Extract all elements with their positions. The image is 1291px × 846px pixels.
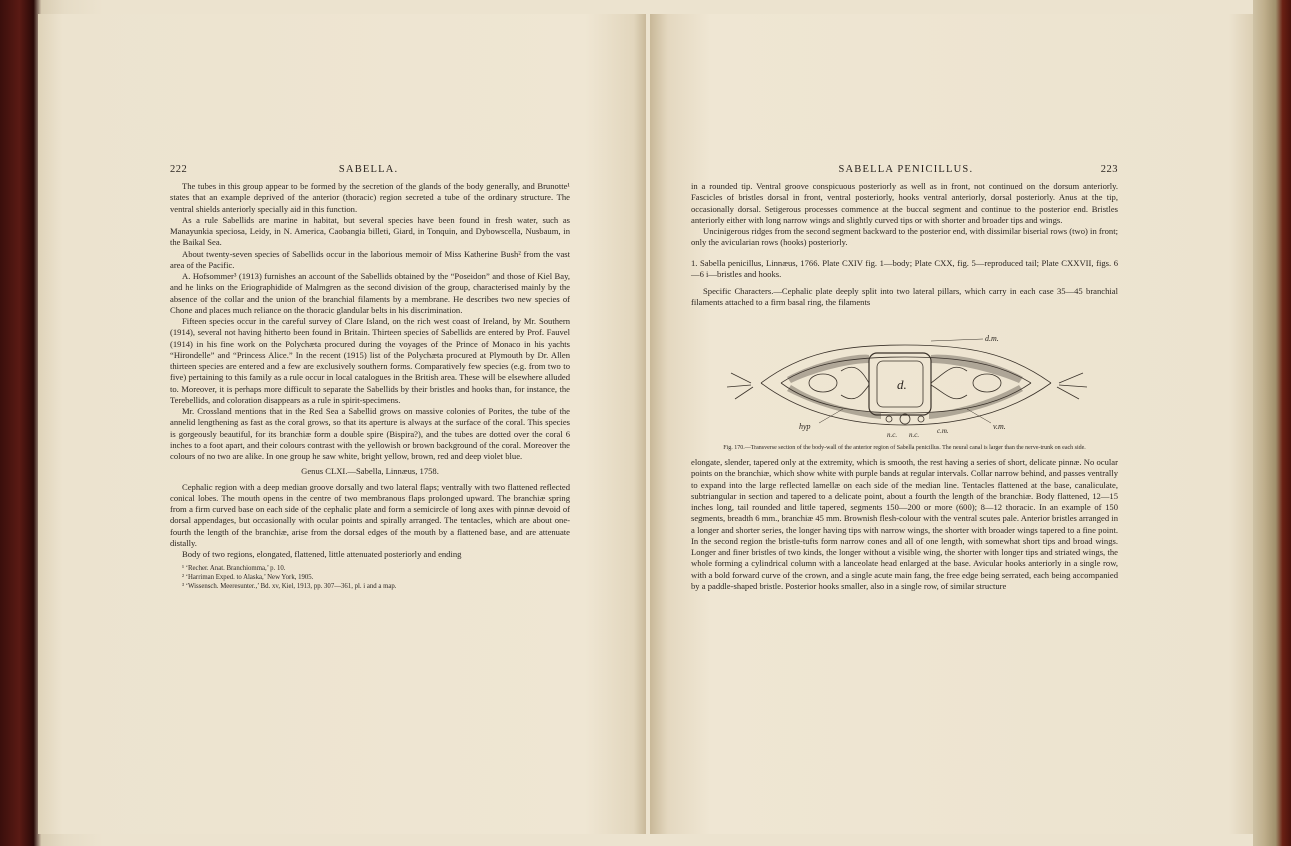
right-paragraph: in a rounded tip. Ventral groove conspicuous posteriorly as well as in front, not continued on the dorsum anteriorly. Fascicles of bristles dorsal in front, ventral posteriorly, hooks ventral anteriorly, dorsal posteriorly. Anus at the tip, occasionally dorsal. Setigerous processes commence at the buccal segment and continue to the posterior end. Bristles anteriorly either with long narrow wings and slightly curved tips or with shorter and broader tips and wings. bbox=[691, 181, 1118, 225]
cross-section-illustration bbox=[691, 313, 1118, 443]
genus-paragraph: Body of two regions, elongated, flattened, little attenuated posteriorly and ending bbox=[182, 549, 462, 559]
book-edge bbox=[1253, 0, 1291, 846]
label-dm: d.m. bbox=[985, 333, 999, 343]
figure-170 bbox=[691, 313, 1118, 443]
specific-characters: Specific Characters.—Cephalic plate deeply split into two lateral pillars, which carry in each case 35—45 branchial filaments attached to a firm basal ring, the filaments bbox=[691, 286, 1118, 308]
right-running-title: SABELLA PENICILLUS. bbox=[838, 164, 974, 175]
right-paragraph: Uncinigerous ridges from the second segment backward to the posterior end, with dissimilar biserial rows (two) in front; only the avicularian rows (hooks) posteriorly. bbox=[691, 226, 1118, 248]
label-nc: n.c. bbox=[887, 430, 898, 439]
left-running-title: SABELLA. bbox=[338, 164, 399, 175]
label-d: d. bbox=[897, 376, 907, 392]
right-page bbox=[650, 14, 1253, 834]
left-paragraph: A. Hofsommer³ (1913) furnishes an account of the Sabellids obtained by the “Poseidon” and those of Kiel Bay, and he links on the Eriographidide of Malmgren as the second division of the group, characterised mainly by the absence of the collar and the union of the branchial filaments by a membrane. He describes two new species of Chone and places much reliance on the thoracic glandular belts in his discrimination. bbox=[170, 271, 570, 315]
genus-paragraph: Cephalic region with a deep median groove dorsally and two lateral flaps; ventrally with two flattened reflected conical lobes. The mouth opens in the centre of two membranous flaps prolonged upward. The branchiæ spring from a firm curved base on each side of the cephalic plate and form a semicircle of long axes with pinnæ devoid of dorsal appendages, but occasionally with ocular points and spirally arranged. The tentacles, which are about one-fourth the length of the branchiæ, arise from the dorsal edges of the mouth by a flattened base, and are attenuate distally. bbox=[170, 481, 570, 548]
footnotes bbox=[170, 564, 570, 591]
footnote: ¹ ‘Recher. Anat. Branchiomma,’ p. 10. bbox=[182, 565, 286, 573]
left-page bbox=[38, 14, 646, 834]
right-running-head bbox=[691, 164, 1118, 175]
footnote: ² ‘Harriman Exped. to Alaska,’ New York, 1905. bbox=[182, 574, 314, 582]
left-page-number: 222 bbox=[170, 164, 188, 175]
left-paragraph: About twenty-seven species of Sabellids occur in the laborious memoir of Miss Katherine Bush² from the vast area of the Pacific. bbox=[170, 248, 570, 270]
figure-caption: Fig. 170.—Transverse section of the body-wall of the anterior region of Sabella penicillus. The neural canal is larger than the nerve-trunk on each side. bbox=[723, 444, 1086, 451]
footnote: ³ ‘Wissensch. Meeresunter.,’ Bd. xv, Kiel, 1913, pp. 307—361, pl. i and a map. bbox=[182, 583, 397, 591]
label-cm: c.m. bbox=[937, 426, 949, 435]
left-paragraph: Mr. Crossland mentions that in the Red Sea a Sabellid grows on massive colonies of Porites, the tube of the annelid lengthening as fast as the coral grows, so that its aperture is always at the surface of the coral. This species is gorgeously beautiful, for its branchiæ form a double spire (Bispira?), and the tubes are dotted over the coral 6 inches to a foot apart, and their colours contrast with the yellowish or brown background of the coral. Moreover the colours of no two are alike. In one group he saw white, bright yellow, brown, red and deep violet blue. bbox=[170, 406, 570, 461]
right-paragraph: elongate, slender, tapered only at the extremity, which is smooth, the rest having a series of short, delicate pinnæ. No ocular points on the branchiæ, which show white with purple bands at regular intervals. Collar narrow behind, and passes ventrally to expand into the large reflected lamellæ on each side of the median line. Tentacles flattened at the base, canaliculate, subtriangular in section and tapered to a delicate point, about a fourth the length of the branchiæ. Body flattened, 12—15 inches long, tail rounded and little tapered, segments 150—200 or more (600); 8—12 thoracic. In an example of 150 segments, breadth 6 mm., branchiæ 45 mm. Brownish flesh-colour with the ventral scutes pale. Anterior bristles arranged in a longer and shorter series, the longer having tips with narrow wings, the shorter with broader wings tapered to a fine point. In the second region the bristle-tufts form narrow cones and all of one length, with somewhat short tips and broad wings. Longer and finer bristles of two kinds, the longer without a visible wing, the shorter with longer tips and striated wings, the whole forming a cylindrical column with a lanceolate head enlarged at the base. Avicular hooks anteriorly in a single row, with a bold forward curve of the crown, and a single acute main fang, the free edge being serrated, each being accompanied by a paddle-shaped bristle. Posterior hooks smaller, also in a single row, of similar structure bbox=[691, 457, 1118, 591]
label-vm: v.m. bbox=[993, 421, 1006, 431]
left-running-head bbox=[170, 164, 570, 175]
genus-heading: Genus CLXI.—Sabella, Linnæus, 1758. bbox=[301, 466, 439, 477]
left-paragraph: Fifteen species occur in the careful survey of Clare Island, on the rich west coast of Ireland, by Mr. Southern (1914), several not having hitherto been found in Britain. Thirteen species of Sabellids are entered by Prof. Fauvel (1914) in his fine work on the Polychæta procured during the voyages of the Prince of Monaco in his yachts “Hirondelle” and “Princess Alice.” In the recent (1915) list of the Polychæta procured at Plymouth by Dr. Allen thirteen species are entered and a few are exclusively southern forms. Comparatively few species (e.g. from two to five) pertaining to this family as a rule occur in local catalogues in the British area. These will be elsewhere alluded to. Moreover, it is perhaps more difficult to separate the Sabellids by their bristles and hooks than, for instance, the Terebellids, and coloration disappears as a rule in spirit-specimens. bbox=[170, 316, 570, 405]
right-page-number: 223 bbox=[1100, 164, 1118, 175]
right-page-content bbox=[691, 164, 1118, 592]
left-paragraph: As a rule Sabellids are marine in habitat, but several species have been found in fresh water, such as Manayunkia speciosa, Leidy, in N. America, Caobangia billeti, Giard, in Tonquin, and Dybowscella, Nusbaum, in the Baikal Sea. bbox=[170, 214, 570, 248]
left-page-content bbox=[170, 164, 570, 591]
label-hyp: hyp bbox=[799, 421, 811, 431]
label-nc-2: n.c. bbox=[909, 430, 920, 439]
left-paragraph: The tubes in this group appear to be formed by the secretion of the glands of the body generally, and Brunotte¹ states that an example deprived of the anterior (thoracic) region secreted a tube of the ordinary structure. The ventral shields anteriorly specially aid in this function. bbox=[170, 181, 570, 214]
species-heading: 1. Sabella penicillus, Linnæus, 1766. Plate CXIV fig. 1—body; Plate CXX, fig. 5—reproduced tail; Plate CXXVII, figs. 6—6 i—bristles and hooks. bbox=[691, 257, 1118, 279]
